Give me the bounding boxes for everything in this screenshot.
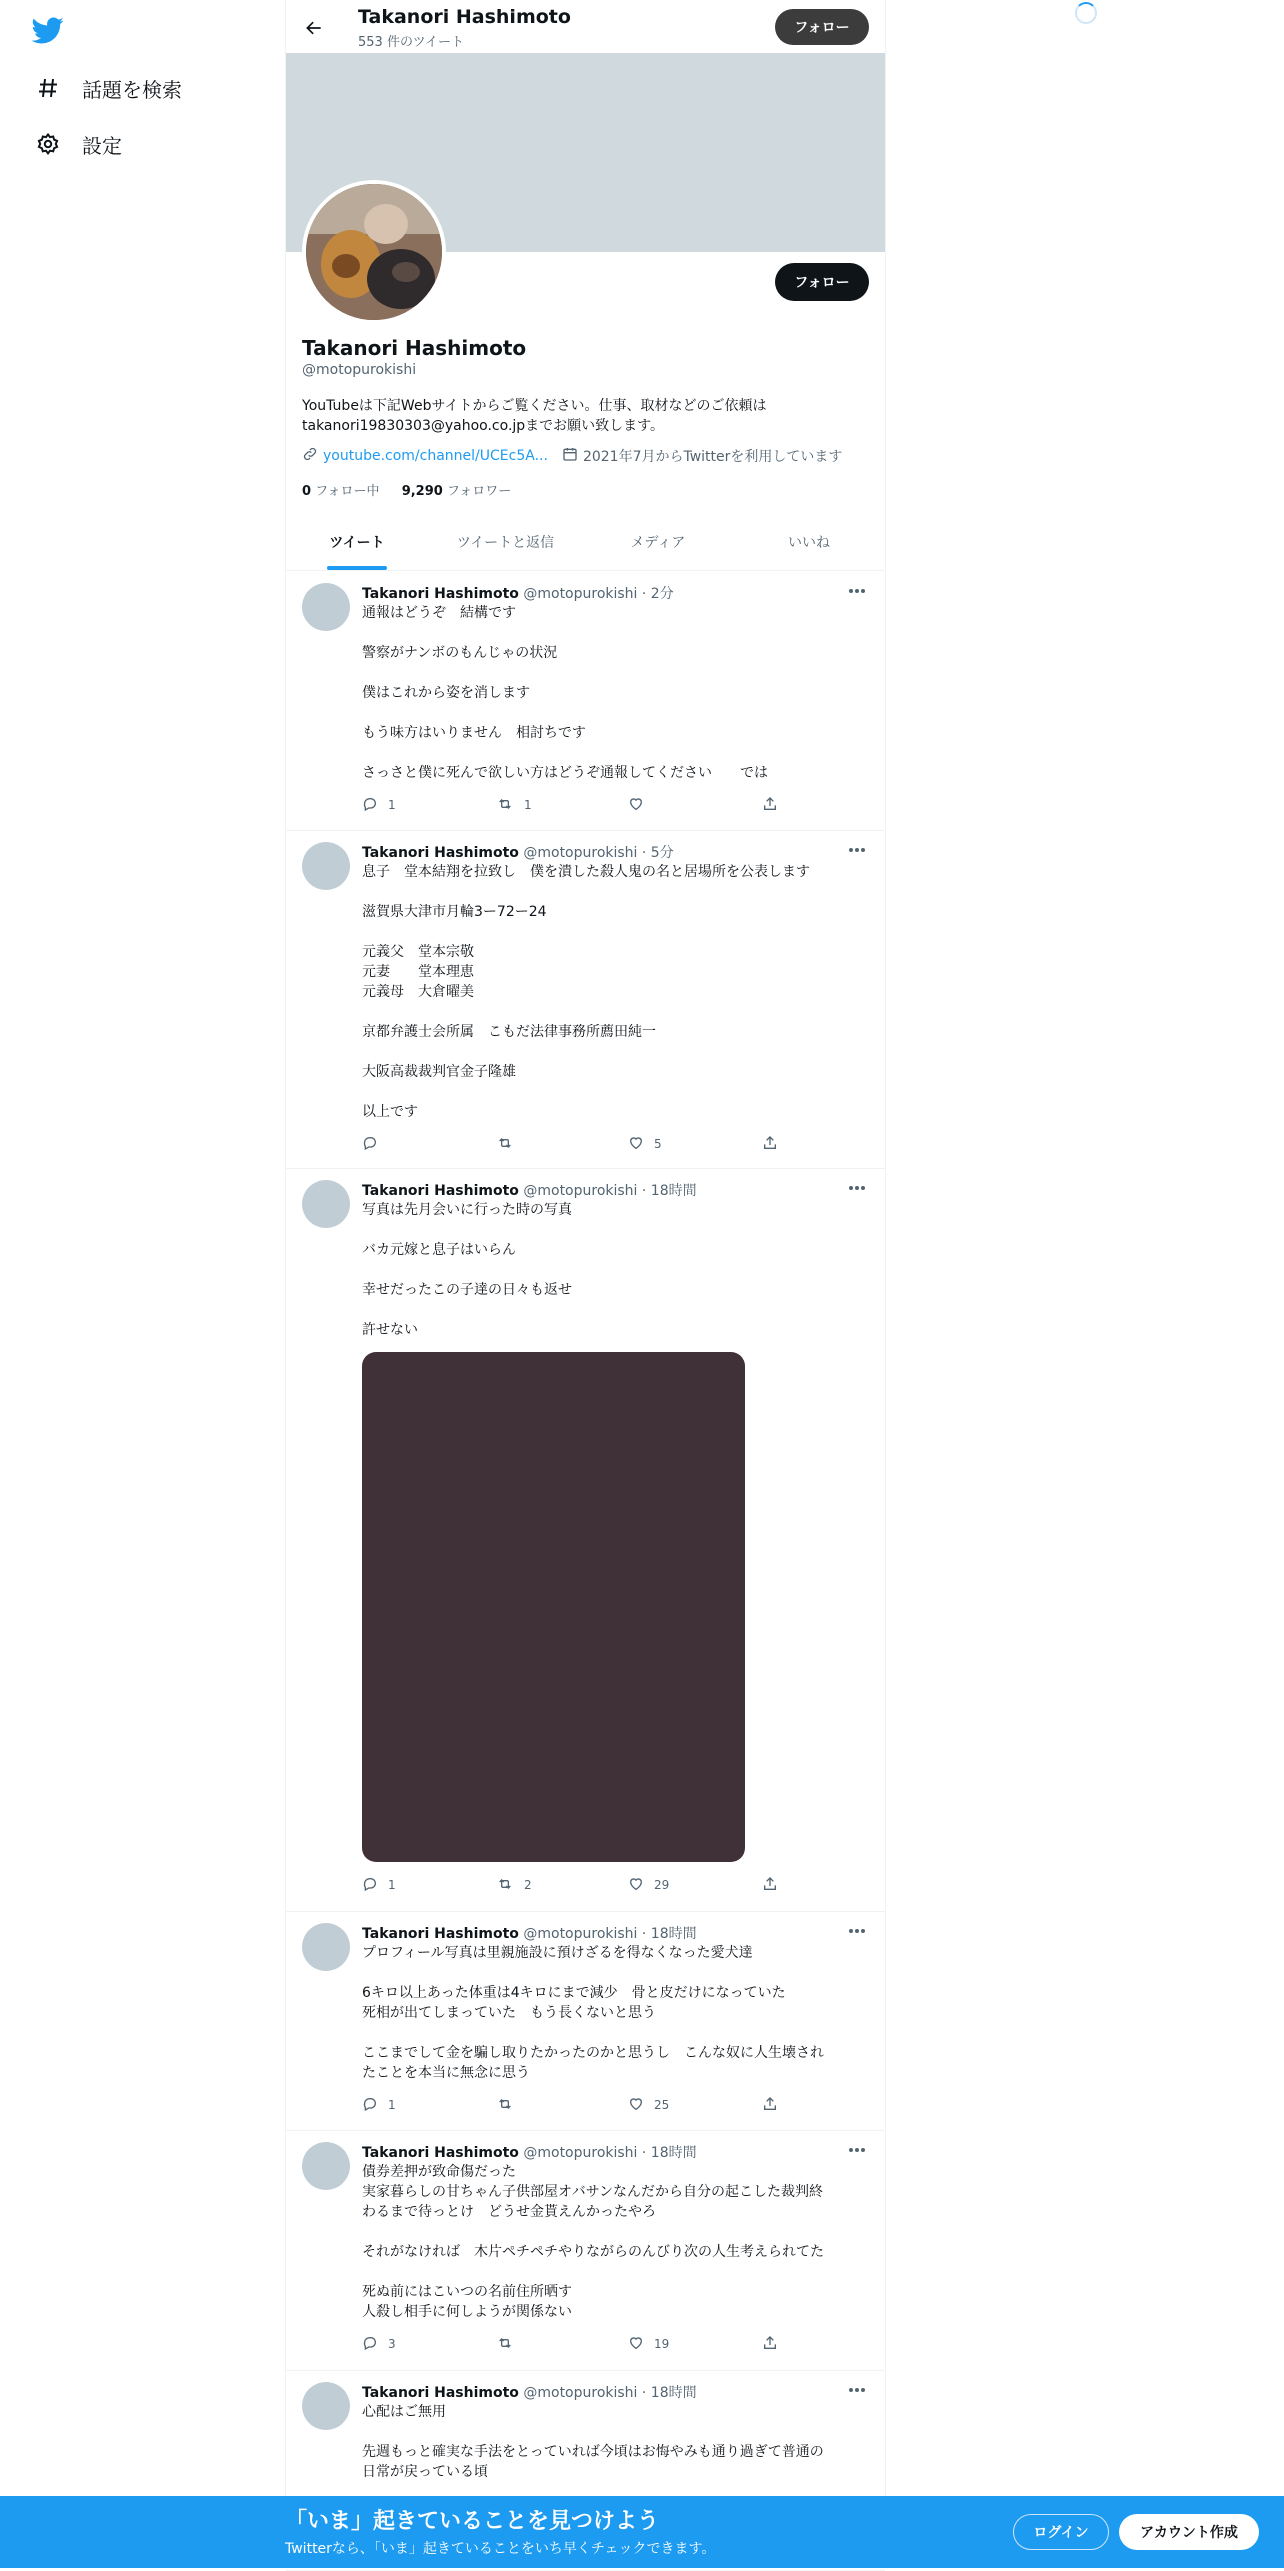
tweet-actions [362, 1134, 802, 1154]
reply-count: 1 [388, 1878, 396, 1892]
header-tweet-count: 553 件のツイート [358, 35, 465, 50]
loading-spinner-icon [1075, 2, 1097, 24]
like-icon [628, 2096, 644, 2115]
joined-date [562, 446, 842, 466]
like-icon [628, 796, 644, 815]
login-button[interactable]: ログイン [1013, 2514, 1109, 2550]
tweet-handle-time: @motopurokishi · 18時間 [523, 1926, 697, 1942]
bio-line: takanori19830303@yahoo.co.jpまでお願い致します。 [302, 418, 665, 434]
tweet-text [362, 2402, 872, 2482]
tweet-text-line: 実家暮らしの甘ちゃん子供部屋オバサンなんだから自分の起こした裁判終 [362, 2184, 824, 2200]
signup-button[interactable]: アカウント作成 [1119, 2514, 1259, 2550]
joined-text: 2021年7月からTwitterを利用しています [582, 449, 843, 465]
share-button[interactable] [762, 1875, 778, 1895]
tab-likes[interactable] [733, 513, 885, 570]
nav-explore[interactable] [34, 68, 182, 108]
reply-button[interactable] [362, 2334, 396, 2354]
tweet-text-line [362, 2262, 872, 2282]
retweet-button[interactable] [496, 2334, 524, 2354]
retweet-icon [496, 796, 514, 815]
tweet-author-name[interactable]: Takanori Hashimoto [362, 2145, 519, 2161]
avatar[interactable] [302, 2382, 350, 2430]
tweet-text-line [362, 2023, 872, 2043]
tweet-text [362, 862, 872, 1122]
tweet-text [362, 1943, 872, 2083]
like-button[interactable] [628, 2095, 669, 2115]
share-button[interactable] [762, 795, 778, 815]
main-column [285, 0, 886, 2568]
tweet-text-line [362, 663, 872, 683]
tweet-text-line [362, 1082, 872, 1102]
share-button[interactable] [762, 1134, 778, 1154]
tweet-handle-time: @motopurokishi · 18時間 [523, 1183, 697, 1199]
reply-icon [362, 796, 378, 815]
tweet-text-line: 6キロ以上あった体重は4キロにまで減少 骨と皮だけになっていた [362, 1985, 786, 2001]
like-button[interactable] [628, 1875, 669, 1895]
tweet-text-line: 大阪高裁裁判官金子隆雄 [362, 1064, 516, 1080]
tweet-author-name[interactable]: Takanori Hashimoto [362, 2385, 519, 2401]
reply-icon [362, 2096, 378, 2115]
tweet-text-line: 心配はご無用 [362, 2404, 446, 2420]
tweet-text-line [362, 1963, 872, 1983]
tweet-text-line [362, 743, 872, 763]
more-icon[interactable] [847, 1923, 867, 1939]
active-tab-indicator [327, 566, 387, 570]
profile-name: Takanori Hashimoto [302, 336, 527, 360]
like-icon [628, 1876, 644, 1895]
share-icon [762, 2335, 778, 2354]
tweet[interactable] [286, 1168, 885, 1912]
tweet-media-image[interactable] [362, 1352, 745, 1862]
header-follow-button[interactable]: フォロー [775, 9, 869, 45]
share-icon [762, 2096, 778, 2115]
tweet-header [362, 1923, 697, 1943]
follow-stats [302, 480, 511, 499]
tweet-text-line: 幸せだったこの子達の日々も返せ [362, 1282, 572, 1298]
tweet-text-line: プロフィール写真は里親施設に預けざるを得なくなった愛犬達 [362, 1945, 753, 1961]
reply-icon [362, 1135, 378, 1154]
more-icon[interactable] [847, 583, 867, 599]
prompt-title: 「いま」起きていることを見つけよう [285, 2509, 660, 2534]
reply-icon [362, 1876, 378, 1895]
tweet-actions [362, 2095, 802, 2115]
tweet-text-line: 日常が戻っている頃 [362, 2464, 488, 2480]
like-button[interactable] [628, 1134, 662, 1154]
tweet-text-line: ここまでして金を騙し取りたかったのかと思うし こんな奴に人生壊され [362, 2045, 824, 2061]
retweet-icon [496, 2096, 514, 2115]
profile-header [286, 0, 885, 53]
tweet-text [362, 2162, 872, 2322]
tweet-text-line [362, 703, 872, 723]
share-button[interactable] [762, 2334, 778, 2354]
tweet-text-line: 人殺し相手に何しようが関係ない [362, 2304, 572, 2320]
tweet-text-line: 京都弁護士会所属 こもだ法律事務所薦田純一 [362, 1024, 656, 1040]
share-icon [762, 796, 778, 815]
retweet-icon [496, 2335, 514, 2354]
tweet-text-line: バカ元嫁と息子はいらん [362, 1242, 516, 1258]
tweet-actions [362, 2334, 802, 2354]
avatar[interactable] [302, 180, 446, 324]
profile-link[interactable]: youtube.com/channel/UCEc5A... [323, 448, 548, 464]
avatar[interactable] [302, 1180, 350, 1228]
tweet-text-line [362, 1300, 872, 1320]
more-icon[interactable] [847, 2142, 867, 2158]
tweet-text-line: 死相が出てしまっていた もう長くないと思う [362, 2005, 656, 2021]
nav-settings-label: 設定 [82, 133, 122, 158]
tweet-text-line: わるまで待っとけ どうせ金貰えんかったやろ [362, 2204, 656, 2220]
tweet-text [362, 1200, 872, 1340]
tweet-author-name[interactable]: Takanori Hashimoto [362, 1183, 519, 1199]
gear-icon [34, 130, 62, 158]
profile-bio [302, 396, 862, 436]
tweet-text-line [362, 1220, 872, 1240]
share-icon [762, 1135, 778, 1154]
tab-tweets[interactable] [286, 513, 428, 570]
tweet-text-line: 元妻 堂本理恵 [362, 964, 474, 980]
tweet-text-line [362, 922, 872, 942]
profile-tabs [286, 513, 885, 571]
hashtag-icon [34, 74, 62, 102]
tweet-text-line: 息子 堂本結翔を拉致し 僕を潰した殺人鬼の名と居場所を公表します [362, 864, 810, 880]
tweet-text-line: 債券差押が致命傷だった [362, 2164, 516, 2180]
tweet-author-name[interactable]: Takanori Hashimoto [362, 845, 519, 861]
tweet-text-line [362, 2422, 872, 2442]
bio-line: YouTubeは下記Webサイトからご覧ください。仕事、取材などのご依頼は [302, 398, 767, 414]
like-count: 29 [654, 1878, 670, 1892]
header-name: Takanori Hashimoto [358, 6, 571, 28]
twitter-logo-icon[interactable] [32, 14, 64, 46]
tab-tweets-and-replies[interactable] [428, 513, 583, 570]
retweet-button[interactable] [496, 2095, 524, 2115]
profile-meta [302, 446, 842, 466]
like-count: 19 [654, 2337, 670, 2351]
tab-replies-label: ツイートと返信 [456, 534, 555, 551]
tweet[interactable] [286, 2130, 885, 2371]
tab-media-label: メディア [630, 534, 686, 551]
tweet-handle-time: @motopurokishi · 5分 [523, 845, 674, 861]
reply-button[interactable] [362, 1134, 388, 1154]
profile-handle: @motopurokishi [302, 362, 417, 378]
retweet-icon [496, 1135, 514, 1154]
like-count: 5 [654, 1137, 662, 1151]
tweet-text-line: 死ぬ前にはこいつの名前住所晒す [362, 2284, 572, 2300]
retweet-icon [496, 1876, 514, 1895]
like-button[interactable] [628, 795, 654, 815]
avatar[interactable] [302, 1923, 350, 1971]
tweet-author-name[interactable]: Takanori Hashimoto [362, 1926, 519, 1942]
reply-button[interactable] [362, 1875, 396, 1895]
tweet-text-line: 以上です [362, 1104, 418, 1120]
tweet-header [362, 2382, 697, 2402]
link-icon [302, 446, 318, 466]
reply-button[interactable] [362, 795, 396, 815]
tweet-actions [362, 795, 802, 815]
avatar[interactable] [302, 2142, 350, 2190]
avatar[interactable] [302, 842, 350, 890]
tweet-header [362, 842, 674, 862]
nav-explore-label: 話題を検索 [82, 77, 182, 102]
tweet-header [362, 2142, 697, 2162]
tweet[interactable] [286, 830, 885, 1169]
retweet-button[interactable] [496, 795, 532, 815]
like-button[interactable] [628, 2334, 669, 2354]
tweet-text-line: 写真は先月会いに行った時の写真 [362, 1202, 572, 1218]
followers-link[interactable]: 9,290 フォロワー [401, 484, 512, 499]
reply-icon [362, 2335, 378, 2354]
tweet-handle-time: @motopurokishi · 18時間 [523, 2145, 697, 2161]
prompt-subtitle: Twitterなら、「いま」起きていることをいち早くチェックできます。 [285, 2541, 716, 2557]
tweet[interactable] [286, 1911, 885, 2131]
reply-count: 1 [388, 2098, 396, 2112]
tweet-text-line [362, 1002, 872, 1022]
tweet-text-line: 警察がナンボのもんじゃの状況 [362, 645, 558, 661]
like-count: 25 [654, 2098, 670, 2112]
retweet-button[interactable] [496, 1875, 532, 1895]
nav-settings[interactable] [34, 124, 122, 164]
tweet-text-line: 滋賀県大津市月輪3ー72ー24 [362, 904, 547, 920]
more-icon[interactable] [847, 842, 867, 858]
tweet-header [362, 1180, 697, 1200]
tweet-text-line: たことを本当に無念に思う [362, 2065, 530, 2081]
share-icon [762, 1876, 778, 1895]
tweet-header [362, 583, 674, 603]
calendar-icon [562, 446, 578, 466]
tab-likes-label: いいね [788, 534, 830, 551]
tweet-text [362, 603, 872, 783]
reply-button[interactable] [362, 2095, 396, 2115]
like-icon [628, 2335, 644, 2354]
tweet-text-line: もう味方はいりません 相討ちです [362, 725, 586, 741]
following-link[interactable]: 0 フォロー中 [302, 484, 380, 499]
avatar[interactable] [302, 583, 350, 631]
more-icon[interactable] [847, 1180, 867, 1196]
tab-tweets-label: ツイート [329, 534, 385, 551]
tweet-text-line: さっさと僕に死んで欲しい方はどうぞ通報してください では [362, 765, 768, 781]
tweet-text-line: 僕はこれから姿を消します [362, 685, 530, 701]
tweet-handle-time: @motopurokishi · 18時間 [523, 2385, 697, 2401]
tab-media[interactable] [583, 513, 733, 570]
more-icon[interactable] [847, 2382, 867, 2398]
tweet-text-line [362, 623, 872, 643]
tweet-text-line: 元義父 堂本宗敬 [362, 944, 474, 960]
tweet-handle-time: @motopurokishi · 2分 [523, 586, 674, 602]
back-arrow-icon[interactable] [300, 14, 328, 42]
reply-count: 1 [388, 798, 396, 812]
reply-count: 3 [388, 2337, 396, 2351]
tweet-text-line: 許せない [362, 1322, 418, 1338]
tweet-text-line: 元義母 大倉曜美 [362, 984, 474, 1000]
tweet-text-line [362, 1260, 872, 1280]
tweet-text-line: 通報はどうぞ 結構です [362, 605, 516, 621]
tweet[interactable] [286, 571, 885, 831]
share-button[interactable] [762, 2095, 778, 2115]
like-icon [628, 1135, 644, 1154]
tweet-author-name[interactable]: Takanori Hashimoto [362, 586, 519, 602]
tweet-text-line [362, 2222, 872, 2242]
tweet-text-line [362, 1042, 872, 1062]
retweet-count: 1 [524, 798, 532, 812]
signup-prompt-bar [0, 2496, 1284, 2568]
tweet-actions [362, 1875, 802, 1895]
tweet-text-line: それがなければ 木片ペチペチやりながらのんびり次の人生考えられてた [362, 2244, 824, 2260]
tweet-text-line [362, 882, 872, 902]
follow-button[interactable]: フォロー [775, 263, 869, 301]
retweet-count: 2 [524, 1878, 532, 1892]
retweet-button[interactable] [496, 1134, 524, 1154]
tweet-text-line: 先週もっと確実な手法をとっていれば今頃はお悔やみも通り過ぎて普通の [362, 2444, 824, 2460]
